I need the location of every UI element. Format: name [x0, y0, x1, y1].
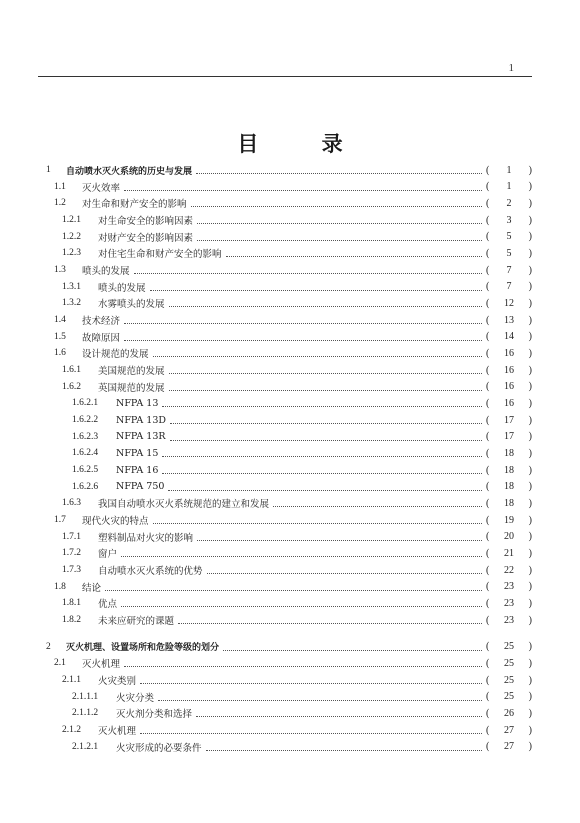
page-open-paren: ( — [486, 691, 490, 703]
toc-entry-page — [486, 498, 532, 509]
page-open-paren: ( — [486, 181, 490, 193]
page-value: 25 — [504, 657, 514, 669]
page-open-paren: ( — [486, 447, 490, 459]
toc-entry-number: 2.1.2.1 — [72, 741, 99, 752]
toc-entry-number: 1.2.1 — [62, 215, 81, 225]
toc-entry-title: 美国规范的发展 — [98, 366, 165, 378]
page-close-paren: ) — [528, 314, 532, 326]
page-value: 7 — [506, 281, 512, 293]
toc-entry-title: 塑料制品对火灾的影响 — [98, 532, 194, 544]
page-open-paren: ( — [486, 707, 490, 719]
toc-entry-number: 1.2.3 — [62, 248, 81, 259]
page-close-paren: ) — [528, 741, 532, 753]
toc-entry-number: 2.1.1.1 — [72, 691, 99, 702]
toc-entry[interactable] — [46, 639, 532, 655]
page-value: 5 — [506, 231, 512, 243]
toc-entry-title: 故障原因 — [82, 332, 121, 344]
toc-entry-number: 1.8.1 — [62, 598, 81, 609]
toc-entry-number: 1.6 — [54, 348, 66, 359]
page-close-paren: ) — [528, 397, 532, 409]
page-value: 20 — [504, 531, 514, 543]
toc-entry[interactable] — [62, 722, 532, 738]
page-open-paren: ( — [486, 481, 490, 493]
toc-entry-page — [486, 675, 532, 686]
toc-entry-number: 1.2 — [54, 198, 66, 209]
toc-entry-title: NFPA 750 — [116, 481, 165, 493]
toc-entry[interactable] — [54, 262, 532, 278]
page-open-paren: ( — [486, 314, 490, 326]
toc-entry-number: 1.7.2 — [62, 548, 81, 559]
toc-entry[interactable] — [72, 705, 532, 721]
toc-entry-number: 2.1.2 — [62, 725, 81, 736]
dot-leader — [169, 381, 482, 391]
toc-entry[interactable] — [62, 612, 532, 628]
page-value: 26 — [504, 707, 514, 719]
toc-entry-page — [486, 565, 532, 576]
page-open-paren: ( — [486, 247, 490, 259]
page-open-paren: ( — [486, 414, 490, 426]
dot-leader — [197, 214, 482, 224]
toc-entry[interactable] — [62, 279, 532, 295]
dot-leader — [226, 247, 482, 257]
toc-entry-page — [486, 431, 532, 442]
toc-entry[interactable] — [54, 345, 532, 361]
toc-entry-page — [486, 265, 532, 276]
toc-entry-title: 英国规范的发展 — [98, 382, 165, 394]
toc-entry-title: 优点 — [98, 599, 118, 611]
page-close-paren: ) — [528, 564, 532, 576]
page-open-paren: ( — [486, 724, 490, 736]
page-close-paren: ) — [528, 181, 532, 193]
dot-leader — [105, 581, 482, 591]
toc-entry-number: 1.6.2.1 — [72, 398, 99, 409]
page-close-paren: ) — [528, 547, 532, 559]
toc-entry-page — [486, 398, 532, 409]
toc-entry-number: 1.6.2.6 — [72, 481, 99, 492]
toc-entry[interactable] — [54, 179, 532, 195]
page-value: 25 — [504, 641, 514, 653]
dot-leader — [197, 231, 482, 241]
page-close-paren: ) — [528, 657, 532, 669]
page-value: 5 — [506, 247, 512, 259]
dot-leader — [170, 414, 482, 424]
toc-entry-title: 水雾喷头的发展 — [98, 299, 165, 311]
page-value: 18 — [504, 481, 514, 493]
toc-entry-title: NFPA 13R — [116, 431, 166, 443]
page-value: 12 — [504, 297, 514, 309]
toc-entry[interactable] — [62, 229, 532, 245]
page-number: 1 — [508, 62, 514, 74]
toc-entry-title: 对生命和财产安全的影响 — [82, 199, 187, 211]
page-close-paren: ) — [528, 691, 532, 703]
page-close-paren: ) — [528, 724, 532, 736]
page-value: 16 — [504, 364, 514, 376]
toc-entry[interactable] — [62, 295, 532, 311]
page-close-paren: ) — [528, 481, 532, 493]
page-close-paren: ) — [528, 231, 532, 243]
page-close-paren: ) — [528, 164, 532, 176]
toc-entry-title: 灭火机理、设置场所和危险等级的划分 — [66, 643, 220, 654]
toc-entry-title: 窗户 — [98, 549, 118, 561]
page-close-paren: ) — [528, 264, 532, 276]
page-close-paren: ) — [528, 707, 532, 719]
toc-entry-title: 喷头的发展 — [98, 282, 146, 294]
toc-entry[interactable] — [72, 479, 532, 495]
toc-entry-page — [486, 708, 532, 719]
toc-entry-title: 对生命安全的影响因素 — [98, 216, 194, 227]
toc-entry[interactable] — [62, 529, 532, 545]
page-close-paren: ) — [528, 197, 532, 209]
toc-entry-title: 灭火剂分类和选择 — [116, 709, 193, 721]
toc-entry-title: 对住宅生命和财产安全的影响 — [98, 249, 222, 261]
toc-entry[interactable] — [54, 579, 532, 595]
toc-entry[interactable] — [62, 672, 532, 688]
dot-leader — [124, 314, 482, 324]
toc-entry-page — [486, 481, 532, 492]
dot-leader — [196, 164, 482, 174]
toc-entry[interactable] — [62, 212, 532, 228]
page-close-paren: ) — [528, 297, 532, 309]
page-open-paren: ( — [486, 581, 490, 593]
toc-entry-page — [486, 598, 532, 609]
page-open-paren: ( — [486, 657, 490, 669]
page-open-paren: ( — [486, 364, 490, 376]
toc-entry-number: 1.2.2 — [62, 231, 81, 242]
page-value: 18 — [504, 447, 514, 459]
toc-entry-number: 1.8 — [54, 581, 66, 592]
toc-entry-title: 我国自动喷水灭火系统规范的建立和发展 — [98, 499, 270, 511]
dot-leader — [168, 481, 482, 491]
toc-entry-title: 对财产安全的影响因素 — [98, 232, 194, 244]
toc-entry-title: 灭火效率 — [82, 182, 121, 194]
page-open-paren: ( — [486, 531, 490, 543]
page-close-paren: ) — [528, 641, 532, 653]
toc-entry-page — [486, 448, 532, 459]
dot-leader — [140, 674, 482, 684]
page-value: 13 — [504, 314, 514, 326]
toc-entry[interactable] — [62, 595, 532, 611]
toc-entry-page — [486, 548, 532, 559]
toc-entry-page — [486, 725, 532, 736]
page-value: 2 — [506, 197, 512, 209]
page-value: 3 — [506, 214, 512, 226]
toc-entry-number: 1.6.2 — [62, 381, 81, 392]
toc-entry-page — [486, 615, 532, 626]
toc-entry-number: 1.6.2.3 — [72, 431, 99, 442]
dot-leader — [162, 397, 482, 407]
page-close-paren: ) — [528, 581, 532, 593]
toc-entry-page — [486, 231, 532, 242]
toc-entry[interactable] — [54, 312, 532, 328]
toc-entry-title: NFPA 13D — [116, 414, 167, 426]
toc-entry-number: 1.6.2.2 — [72, 415, 99, 426]
toc-entry-number: 2.1.1.2 — [72, 708, 99, 719]
dot-leader — [158, 691, 482, 701]
page-value: 14 — [504, 331, 514, 343]
toc-entry-page — [486, 415, 532, 426]
toc-entry[interactable] — [62, 379, 532, 395]
toc-entry-number: 2 — [46, 641, 51, 652]
page-close-paren: ) — [528, 674, 532, 686]
toc-entry[interactable] — [54, 655, 532, 671]
page-open-paren: ( — [486, 397, 490, 409]
toc-entry-page — [486, 198, 532, 209]
toc-entry-number: 1.4 — [54, 315, 66, 326]
page-value: 23 — [504, 597, 514, 609]
toc-entry-title: NFPA 15 — [116, 447, 159, 459]
dot-leader — [206, 741, 482, 751]
toc-entry-page — [486, 381, 532, 392]
toc-entry-page — [486, 348, 532, 359]
toc-entry-page — [486, 298, 532, 309]
page-open-paren: ( — [486, 597, 490, 609]
toc-entry-title: 设计规范的发展 — [82, 349, 149, 361]
toc-entry-title: 火灾形成的必要条件 — [116, 742, 202, 754]
dot-leader — [140, 724, 482, 734]
dot-leader — [207, 564, 482, 574]
page-open-paren: ( — [486, 264, 490, 276]
toc-entry-title: 现代火灾的特点 — [82, 516, 149, 528]
toc-entry-number: 1.7.1 — [62, 531, 81, 542]
toc-entry-number: 1.1 — [54, 181, 66, 192]
page-open-paren: ( — [486, 431, 490, 443]
page-open-paren: ( — [486, 641, 490, 653]
page-value: 23 — [504, 614, 514, 626]
toc-entry[interactable] — [72, 739, 532, 755]
dot-leader — [121, 547, 482, 557]
toc-entry[interactable] — [62, 495, 532, 511]
page-open-paren: ( — [486, 331, 490, 343]
toc-entry[interactable] — [62, 245, 532, 261]
dot-leader — [153, 347, 482, 357]
page-open-paren: ( — [486, 464, 490, 476]
toc-entry-page — [486, 365, 532, 376]
toc-entry-number: 2.1 — [54, 658, 66, 669]
toc-entry[interactable] — [46, 162, 532, 178]
toc-entry-title: 火灾分类 — [116, 692, 155, 704]
page-value: 25 — [504, 674, 514, 686]
page-close-paren: ) — [528, 347, 532, 359]
toc-entry-title: 火灾类别 — [98, 676, 137, 688]
page-open-paren: ( — [486, 164, 490, 176]
toc-entry-page — [486, 281, 532, 292]
page-open-paren: ( — [486, 497, 490, 509]
dot-leader — [150, 281, 482, 291]
toc-entry-number: 1 — [46, 165, 51, 175]
page-close-paren: ) — [528, 497, 532, 509]
dot-leader — [162, 447, 482, 457]
page-close-paren: ) — [528, 464, 532, 476]
page-title: 目 录 — [237, 132, 371, 156]
page-open-paren: ( — [486, 214, 490, 226]
toc-entry-page — [486, 331, 532, 342]
toc-entry-title: 结论 — [82, 582, 102, 594]
page-open-paren: ( — [486, 741, 490, 753]
dot-leader — [121, 597, 482, 607]
toc-entry-page — [486, 691, 532, 702]
dot-leader — [134, 264, 482, 274]
page-close-paren: ) — [528, 247, 532, 259]
dot-leader — [124, 331, 482, 341]
toc-entry[interactable] — [72, 429, 532, 445]
page-open-paren: ( — [486, 297, 490, 309]
dot-leader — [197, 531, 482, 541]
toc-entry-page — [486, 165, 532, 176]
page-open-paren: ( — [486, 564, 490, 576]
page-value: 27 — [504, 724, 514, 736]
page-open-paren: ( — [486, 547, 490, 559]
page-close-paren: ) — [528, 531, 532, 543]
dot-leader — [170, 431, 482, 441]
page-open-paren: ( — [486, 514, 490, 526]
toc-entry-page — [486, 515, 532, 526]
toc-entry-page — [486, 215, 532, 226]
page-value: 16 — [504, 347, 514, 359]
page-value: 1 — [506, 164, 512, 176]
toc-entry-number: 1.3.2 — [62, 298, 81, 309]
toc-entry-number: 1.6.3 — [62, 498, 81, 509]
toc-entry-title: 未来应研究的课题 — [98, 616, 175, 628]
page-value: 17 — [504, 414, 514, 426]
toc-entry-number: 1.6.2.5 — [72, 465, 99, 476]
page-open-paren: ( — [486, 381, 490, 393]
toc-entry-page — [486, 181, 532, 192]
page-value: 7 — [506, 264, 512, 276]
toc-entry[interactable] — [72, 445, 532, 461]
page-value: 22 — [504, 564, 514, 576]
page-value: 17 — [504, 431, 514, 443]
toc-entry-page — [486, 531, 532, 542]
toc-entry-number: 1.5 — [54, 331, 66, 342]
page-value: 19 — [504, 514, 514, 526]
page-open-paren: ( — [486, 347, 490, 359]
page-close-paren: ) — [528, 414, 532, 426]
dot-leader — [124, 181, 482, 191]
toc-entry[interactable] — [62, 362, 532, 378]
toc-entry-number: 2.1.1 — [62, 675, 81, 686]
toc-entry-number: 1.6.1 — [62, 365, 81, 376]
toc-entry-title: 自动喷水灭火系统的优势 — [98, 566, 203, 578]
toc-entry[interactable] — [54, 195, 532, 211]
page-close-paren: ) — [528, 514, 532, 526]
page-value: 1 — [506, 181, 512, 193]
dot-leader — [169, 297, 482, 307]
toc-entry-page — [486, 248, 532, 259]
toc-entry-title: 自动喷水灭火系统的历史与发展 — [66, 166, 193, 177]
toc-entry-number: 1.7 — [54, 515, 66, 526]
page-close-paren: ) — [528, 447, 532, 459]
page-value: 18 — [504, 497, 514, 509]
page-close-paren: ) — [528, 214, 532, 226]
dot-leader — [153, 514, 482, 524]
toc-entry[interactable] — [62, 562, 532, 578]
toc-entry-number: 1.3.1 — [62, 281, 81, 292]
toc-entry[interactable] — [62, 545, 532, 561]
dot-leader — [191, 197, 482, 207]
page-close-paren: ) — [528, 614, 532, 626]
page-close-paren: ) — [528, 381, 532, 393]
page-value: 16 — [504, 397, 514, 409]
page-value: 25 — [504, 691, 514, 703]
dot-leader — [196, 707, 482, 717]
page-close-paren: ) — [528, 431, 532, 443]
toc-entry[interactable] — [72, 689, 532, 705]
toc-entry-page — [486, 315, 532, 326]
page-close-paren: ) — [528, 364, 532, 376]
dot-leader — [223, 641, 482, 651]
page-open-paren: ( — [486, 281, 490, 293]
page-close-paren: ) — [528, 597, 532, 609]
toc-entry-title: 喷头的发展 — [82, 266, 130, 278]
page-open-paren: ( — [486, 674, 490, 686]
page-value: 21 — [504, 547, 514, 559]
page-open-paren: ( — [486, 197, 490, 209]
toc-entry-number: 1.7.3 — [62, 565, 81, 576]
toc-entry-page — [486, 658, 532, 669]
toc-entry[interactable] — [72, 412, 532, 428]
toc-entry[interactable] — [54, 329, 532, 345]
dot-leader — [162, 464, 482, 474]
page-open-paren: ( — [486, 614, 490, 626]
toc-entry-page — [486, 581, 532, 592]
toc-entry-page — [486, 465, 532, 476]
toc-entry-number: 1.6.2.4 — [72, 448, 99, 459]
page-value: 16 — [504, 381, 514, 393]
page-value: 23 — [504, 581, 514, 593]
toc-entry-title: NFPA 16 — [116, 464, 159, 476]
toc-entry[interactable] — [72, 462, 532, 478]
page-open-paren: ( — [486, 231, 490, 243]
dot-leader — [124, 657, 482, 667]
toc-entry-page — [486, 641, 532, 652]
dot-leader — [273, 497, 482, 507]
toc-entry-title: NFPA 13 — [116, 397, 159, 409]
dot-leader — [169, 364, 482, 374]
dot-leader — [178, 614, 482, 624]
toc-entry-title: 灭火机理 — [82, 659, 121, 671]
page-value: 27 — [504, 741, 514, 753]
toc-entry-number: 1.8.2 — [62, 615, 81, 626]
header-rule — [38, 76, 532, 77]
toc-entry-number: 1.3 — [54, 265, 66, 276]
toc-entry-title: 技术经济 — [82, 316, 121, 328]
page-value: 18 — [504, 464, 514, 476]
page-close-paren: ) — [528, 331, 532, 343]
toc-entry[interactable] — [54, 512, 532, 528]
toc-entry[interactable] — [72, 395, 532, 411]
toc-entry-page — [486, 741, 532, 752]
page-close-paren: ) — [528, 281, 532, 293]
toc-entry-title: 灭火机理 — [98, 726, 137, 738]
